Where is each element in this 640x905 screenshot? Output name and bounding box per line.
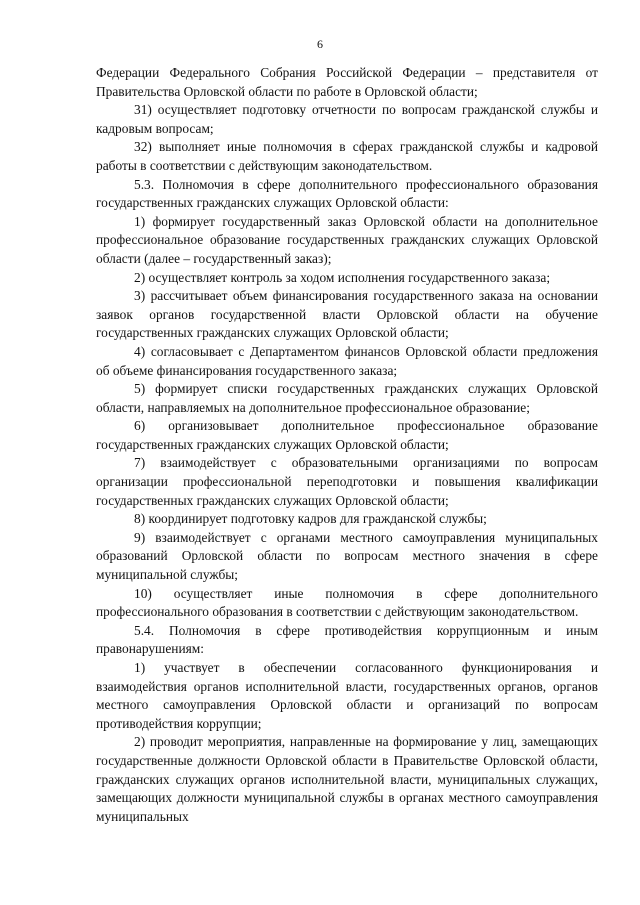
paragraph-5-4-item-1: 1) участвует в обеспечении согласованного функционирования и взаимодействия органов исполнительной власти, государственных органов, органов местного самоуправления Орловской области и организаций по вопросам противодействия коррупции; <box>96 660 598 731</box>
paragraph-item-32: 32) выполняет иные полномочия в сферах гражданской службы и кадровой работы в соответствии с действующим законодательством. <box>96 139 598 173</box>
paragraph-5-3-item-9: 9) взаимодействует с органами местного самоуправления муниципальных образований Орловской области по вопросам местного значения в сфере муниципальной службы; <box>96 529 598 583</box>
paragraph-5-3-item-4: 4) согласовывает с Департаментом финансов Орловской области предложения об объеме финансирования государственного заказа; <box>96 343 598 378</box>
paragraph-5-3-item-10: 10) осуществляет иные полномочия в сфере дополнительного профессионального образования в соответствии с действующим законодательством. <box>96 585 598 620</box>
paragraph-5-3-item-3: 3) рассчитывает объем финансирования государственного заказа на основании заявок органов государственной власти Орловской области на обучение государственных гражданских служащих Орловской области; <box>96 288 598 341</box>
paragraph-5-3-item-7: 7) взаимодействует с образовательными организациями по вопросам организации профессиональной переподготовки и повышения квалификации государственных гражданских служащих Орловской области; <box>96 455 598 508</box>
paragraph-5-3-item-2: 2) осуществляет контроль за ходом исполнения государственного заказа; <box>134 269 551 285</box>
paragraph-5-3-item-5: 5) формирует списки государственных гражданских служащих Орловской области, направляемых на дополнительное профессиональное образование; <box>96 381 598 415</box>
section-heading-5-3: 5.3. Полномочия в сфере дополнительного профессионального образования государственных гражданских служащих Орловской области: <box>96 176 598 211</box>
section-heading-5-4: 5.4. Полномочия в сфере противодействия коррупционным и иным правонарушениям: <box>96 622 598 657</box>
paragraph-5-3-item-1: 1) формирует государственный заказ Орловской области на дополнительное профессиональное образование государственных гражданских служащих Орловской области (далее – государственный заказ); <box>96 213 598 266</box>
page-number: 6 <box>317 37 323 51</box>
paragraph-continuation: Федерации Федерального Собрания Российской Федерации – представителя от Правительства Орловской области по работе в Орловской области; <box>96 65 598 99</box>
document-body <box>96 64 598 826</box>
paragraph-5-3-item-6: 6) организовывает дополнительное профессиональное образование государственных гражданских служащих Орловской области; <box>96 418 598 452</box>
paragraph-5-3-item-8: 8) координирует подготовку кадров для гражданской службы; <box>134 511 487 527</box>
paragraph-5-4-item-2: 2) проводит мероприятия, направленные на формирование у лиц, замещающих государственные должности Орловской области в Правительстве Орловской области, гражданских служащих органов исполнительной власти, муниципальных служащих, замещающих должности муниципальной службы в органах местного самоуправления муниципальных <box>96 734 598 824</box>
paragraph-item-31: 31) осуществляет подготовку отчетности по вопросам гражданской службы и кадровым вопросам; <box>96 102 598 136</box>
